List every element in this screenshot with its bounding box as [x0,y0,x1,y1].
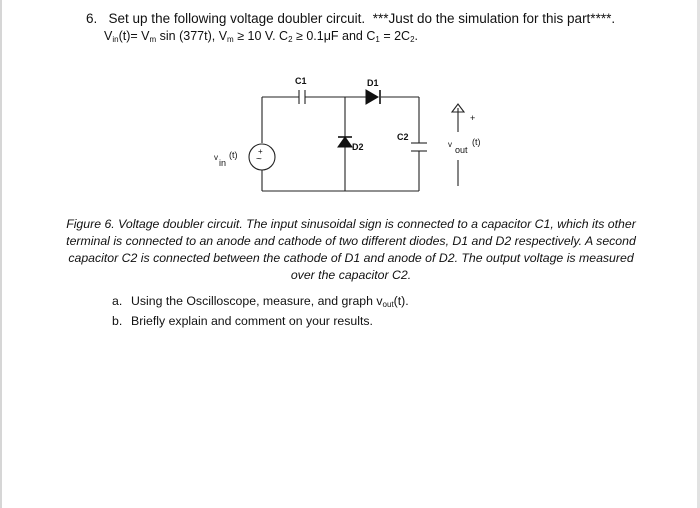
formula-c2-cond: ≥ 0.1μF and C [292,29,376,43]
formula-vin-rest: (t)= V [118,29,150,43]
vout-plus-sign: + [470,113,476,123]
vout-sub: out [455,145,468,155]
vin-sub: in [219,158,227,168]
task-item-a [112,293,409,313]
formula-end: . [414,29,419,43]
task-sub: out [382,300,394,309]
source-plus-sign: + [258,147,263,156]
d1-label: D1 [367,78,379,88]
formula-vin: V [104,29,113,43]
d1-diode-symbol [366,90,378,104]
vin-t: (t) [229,150,238,160]
task-item-b [112,313,409,330]
question-number: 6. [86,11,98,26]
vin-label: v [214,153,218,162]
task-text: Using the Oscilloscope, measure, and graph v [131,294,383,308]
formula-vm2-sub: m [227,35,234,44]
figure-caption: Figure 6. Voltage doubler circuit. The input sinusoidal sign is connected to a capacitor C1, which its other terminal is connected to an anode and cathode of two different diodes, D1 and D2 respectively. A second capacitor C2 is connected between the cathode of D1 and anode of D2. The output voltage is measured over the capacitor C2. [66,217,636,282]
vout-t: (t) [472,137,481,147]
d2-diode-symbol [338,137,352,147]
formula-c1-sub: 1 [375,35,380,44]
formula-sin: sin (377t), V [156,29,228,43]
source-tilde-icon: ~ [256,154,262,165]
question-note: ***Just do the simulation for this part****. [372,11,616,26]
c1-label: C1 [295,76,307,86]
formula-c1-eq: = 2C [379,29,411,43]
c2-label: C2 [397,132,409,142]
formula-vm-cond: ≥ 10 V. C [233,29,289,43]
task-text: Briefly explain and comment on your results. [131,314,373,328]
task-marker: a. [112,294,123,308]
question-intro: Set up the following voltage doubler circuit. [108,11,366,26]
formula-c2-sub: 2 [288,35,293,44]
formula-c2b-sub: 2 [410,35,415,44]
vout-label: v [448,140,452,149]
d2-label: D2 [352,142,364,152]
formula-vin-sub: in [112,35,119,44]
formula-vm-sub: m [149,35,157,44]
task-text-end: (t). [393,294,409,308]
task-list [112,293,409,330]
task-marker: b. [112,314,123,328]
